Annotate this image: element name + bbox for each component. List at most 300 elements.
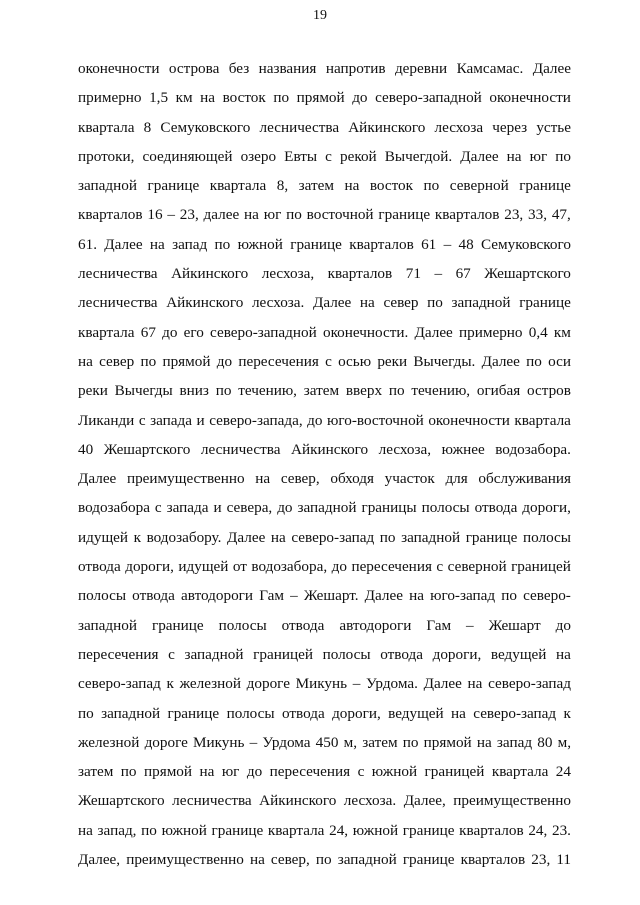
word: границе [290,235,342,253]
word: 61 [421,235,437,253]
word: далее [203,206,240,224]
word: квартала [267,821,325,839]
word: 48 [458,235,474,253]
word: примерно [459,323,523,341]
word: Далее [78,470,117,488]
word: оконечности [489,89,571,107]
word: границе [167,704,220,722]
word: по [214,235,231,253]
word: Урдома [262,733,311,751]
word: Урдома. [366,675,418,693]
word: дороги, [522,499,571,517]
word: кварталов [78,206,143,224]
word: Далее, [403,792,446,810]
word: границе [211,821,264,839]
word: – [434,265,443,283]
word: полосы [322,645,371,663]
word: южной [371,763,418,781]
text-line [78,376,571,405]
word: полосы [218,616,267,634]
word: Далее [364,587,403,605]
word: преимущественно [126,470,245,488]
text-line [78,464,571,493]
text-line [78,318,571,347]
word: от [232,558,247,576]
word: Вычегды. [413,352,476,370]
text-line [78,200,571,229]
word: западной [78,177,137,195]
word: на [199,763,215,781]
word: по [379,528,396,546]
word: лесхоза, [261,265,315,283]
word: прямой [296,89,345,107]
word: вверх [345,382,383,400]
word: западной [78,616,137,634]
word: – [167,206,175,224]
word: примерно [78,89,142,107]
word: на [244,206,259,224]
word: отвода [281,616,325,634]
word: на [467,675,483,693]
word: устье [536,118,571,136]
word: течению, [238,382,297,400]
word: 8 [143,118,152,136]
word: Гам [426,616,452,634]
word: пересечения [78,645,159,663]
word: северо-запад [473,704,557,722]
word: 24 [555,763,571,781]
word: квартала [209,177,267,195]
word: км [175,89,193,107]
word: лесничества [200,440,281,458]
word: на [451,704,466,722]
word: на [249,851,265,869]
word: южной [352,821,399,839]
word: на [506,147,522,165]
word: границе [402,821,455,839]
text-line [78,552,571,581]
word: – [466,616,474,634]
word: по [555,147,571,165]
word: юг [221,763,240,781]
word: Вычегды [114,382,173,400]
word: границей [424,763,485,781]
word: кварталов [327,265,393,283]
word: и [213,499,222,517]
word: по [501,587,517,605]
word: северо-запад [78,675,161,693]
word: Далее [312,294,352,312]
word: 16 [147,206,163,224]
word: запад [496,733,533,751]
word: затем [303,382,340,400]
word: осью [338,352,372,370]
word: запада [166,499,209,517]
word: оконечности [78,60,160,77]
word: по [286,206,302,224]
word: по [215,382,232,400]
word: 67 [455,265,471,283]
word: по [120,763,137,781]
word: до [307,411,323,429]
word: к [133,528,141,546]
word: полосы [78,587,127,605]
word: восточной [306,206,374,224]
word: Вычегдой. [384,147,453,165]
word: с [154,499,162,517]
word: дороги, [332,704,381,722]
word: дороги, [125,558,174,576]
word: обслуживания [478,470,571,488]
word: южной [237,235,283,253]
word: северной [447,558,507,576]
word: на [270,528,286,546]
document-body-text [78,54,571,874]
word: Микунь [295,675,348,693]
word: на [78,821,93,839]
word: северо-запад [488,675,571,693]
word: водозабора. [495,440,571,458]
word: границы [361,499,417,517]
word: север [99,352,135,370]
text-line [78,171,571,200]
word: Ликанди [78,411,135,429]
word: рекой [340,147,377,165]
word: границей [253,645,313,663]
word: восток [222,89,266,107]
word: лесничества [78,294,158,312]
word: реки [78,382,108,400]
text-line [78,83,571,112]
word: полосы [226,704,275,722]
word: оси [548,352,571,370]
word: огибая [476,382,521,400]
word: ведущей [388,704,444,722]
word: 24, [528,821,548,839]
word: запада [150,411,193,429]
word: Жешартского [484,265,571,283]
word: западной [101,704,161,722]
word: течению, [411,382,471,400]
word: озеро [240,147,277,165]
word: на [200,89,216,107]
word: по [140,352,157,370]
word: северо-запада, [209,411,303,429]
word: северо- [523,587,571,605]
word: квартала [78,118,135,136]
word: реки [377,352,408,370]
word: вниз [179,382,209,400]
word: автодороги [181,587,254,605]
word: 67 [140,323,156,341]
word: 8, [276,177,289,195]
word: напротив [325,60,386,77]
word: через [492,118,528,136]
word: 71 [405,265,421,283]
word: с [168,645,175,663]
word: для [445,470,468,488]
word: кварталов [460,851,526,869]
word: 23, [531,851,551,869]
word: полосы [522,528,571,546]
word: затем [78,763,114,781]
word: дороги, [432,645,482,663]
word: восток [369,177,414,195]
word: преимущественно [126,851,244,869]
word: южнее [441,440,485,458]
word: Айкинского [166,294,244,312]
word: 0,4 [528,323,548,341]
word: на [344,177,360,195]
word: границе [402,851,455,869]
word: по [141,821,157,839]
word: запад [172,235,208,253]
word: север, [270,851,310,869]
text-line [78,728,571,757]
word: по [388,382,405,400]
word: 40 [78,440,94,458]
word: на [359,294,375,312]
word: лесничества [172,792,252,810]
word: Жешарт [488,616,541,634]
word: на [409,587,424,605]
word: с [357,763,365,781]
text-line [78,757,571,786]
word: кварталов [434,206,500,224]
word: 24, [329,821,349,839]
word: 80 [537,733,553,751]
word: пересечения [351,558,432,576]
word: границе [519,294,571,312]
text-line [78,523,571,552]
word: 450 [315,733,339,751]
word: отвода [281,704,325,722]
word: юг [263,206,282,224]
text-line [78,581,571,610]
word: 23. [551,821,571,839]
word: на [78,352,93,370]
word: до [277,499,293,517]
word: с [325,352,332,370]
word: Далее [481,352,520,370]
word: Камсамас. [456,60,524,77]
word: водозабору. [146,528,222,546]
word: южной [161,821,207,839]
word: Айкинского [291,440,369,458]
word: Далее [104,235,143,253]
word: дороге [246,675,290,693]
word: отвода [78,558,121,576]
word: прямой [162,352,211,370]
word: Далее [460,147,499,165]
word: 47, [551,206,571,224]
page-number: 19 [313,8,327,23]
word: Далее, [78,851,121,869]
word: севера, [226,499,273,517]
word: – [249,733,258,751]
word: северной [449,177,509,195]
text-line [78,54,571,83]
word: границе [378,206,431,224]
word: северо-западной [210,323,317,341]
text-line [78,142,571,171]
text-line [78,845,571,874]
word: по [78,704,94,722]
word: границе [151,616,204,634]
word: на [556,645,571,663]
word: полосы [421,499,470,517]
word: соединяющей [142,147,233,165]
word: водозабора, [251,558,328,576]
word: Айкинского [171,265,249,283]
word: западной [451,294,511,312]
word: Далее [227,528,266,546]
text-line [78,230,571,259]
word: м, [557,733,571,751]
word: до [246,763,263,781]
word: с [325,147,332,165]
text-line [78,669,571,698]
word: по [526,352,542,370]
word: на [255,470,271,488]
word: 11 [556,851,571,869]
word: юго-восточной [327,411,424,429]
word: км [553,323,571,341]
word: оконечности [428,411,510,429]
word: затем [362,733,398,751]
word: преимущественно [453,792,571,810]
word: обходя [330,470,374,488]
word: Жешарт. [303,587,359,605]
word: Семуковского [480,235,571,253]
word: железной [78,733,140,751]
word: западной [337,851,397,869]
word: западной [297,499,357,517]
word: по [273,89,290,107]
word: с [138,411,146,429]
word: Айкинского [259,792,337,810]
word: пересечения [238,352,319,370]
word: прямой [143,763,193,781]
text-line [78,816,571,845]
word: границе [465,528,518,546]
text-line [78,493,571,522]
word: западной [184,645,244,663]
word: 61. [78,235,97,253]
word: 33, [528,206,548,224]
word: границей [511,558,571,576]
text-line [78,406,571,435]
word: границе [519,177,571,195]
word: названия [258,60,317,77]
word: железной [179,675,241,693]
word: – [352,675,361,693]
word: отвода [132,587,175,605]
word: идущей [178,558,229,576]
word: автодороги [339,616,412,634]
word: протоки, [78,147,135,165]
word: с [436,558,444,576]
word: Семуковского [160,118,251,136]
word: к [166,675,174,693]
word: на [149,235,165,253]
word: 23, [504,206,524,224]
word: без [228,60,250,77]
word: по [427,294,443,312]
word: до [331,558,347,576]
word: отвода [380,645,423,663]
word: до [555,616,571,634]
word: до [216,352,233,370]
word: до [352,89,368,107]
word: Далее [423,675,462,693]
word: прямой [423,733,472,751]
word: 23, [179,206,199,224]
text-line [78,786,571,815]
word: Далее [414,323,453,341]
word: Евты [284,147,318,165]
text-line [78,640,571,669]
word: по [423,177,440,195]
word: деревни [394,60,448,77]
word: кварталов [349,235,414,253]
word: границе [147,177,200,195]
word: северо-запад [291,528,375,546]
word: – [290,587,298,605]
word: квартала [491,763,549,781]
word: пересечения [269,763,351,781]
word: Жешартского [78,792,165,810]
word: – [443,235,452,253]
word: Гам [259,587,284,605]
word: квартала [514,411,571,429]
word: его [183,323,204,341]
word: лесхоза. [251,294,305,312]
word: юго-запад [430,587,496,605]
word: по [315,851,332,869]
word: водозабора [78,499,150,517]
word: идущей [78,528,129,546]
word: до [162,323,178,341]
word: запад, [97,821,137,839]
word: дороге [144,733,188,751]
word: север [383,294,419,312]
word: отвода [474,499,518,517]
text-line [78,611,571,640]
word: Микунь [193,733,245,751]
word: лесхоза [434,118,484,136]
text-line [78,347,571,376]
word: Жешартского [103,440,191,458]
word: 1,5 [149,89,169,107]
word: м, [343,733,358,751]
word: лесхоза. [343,792,397,810]
text-line [78,288,571,317]
word: квартала [78,323,135,341]
word: и [196,411,205,429]
word: юг [529,147,548,165]
word: лесничества [78,265,158,283]
text-line [78,113,571,142]
text-line [78,435,571,464]
word: остров [527,382,571,400]
word: на [476,733,492,751]
word: оконечности. [322,323,409,341]
word: север, [280,470,320,488]
word: участок [384,470,435,488]
text-line [78,259,571,288]
word: кварталов [459,821,524,839]
